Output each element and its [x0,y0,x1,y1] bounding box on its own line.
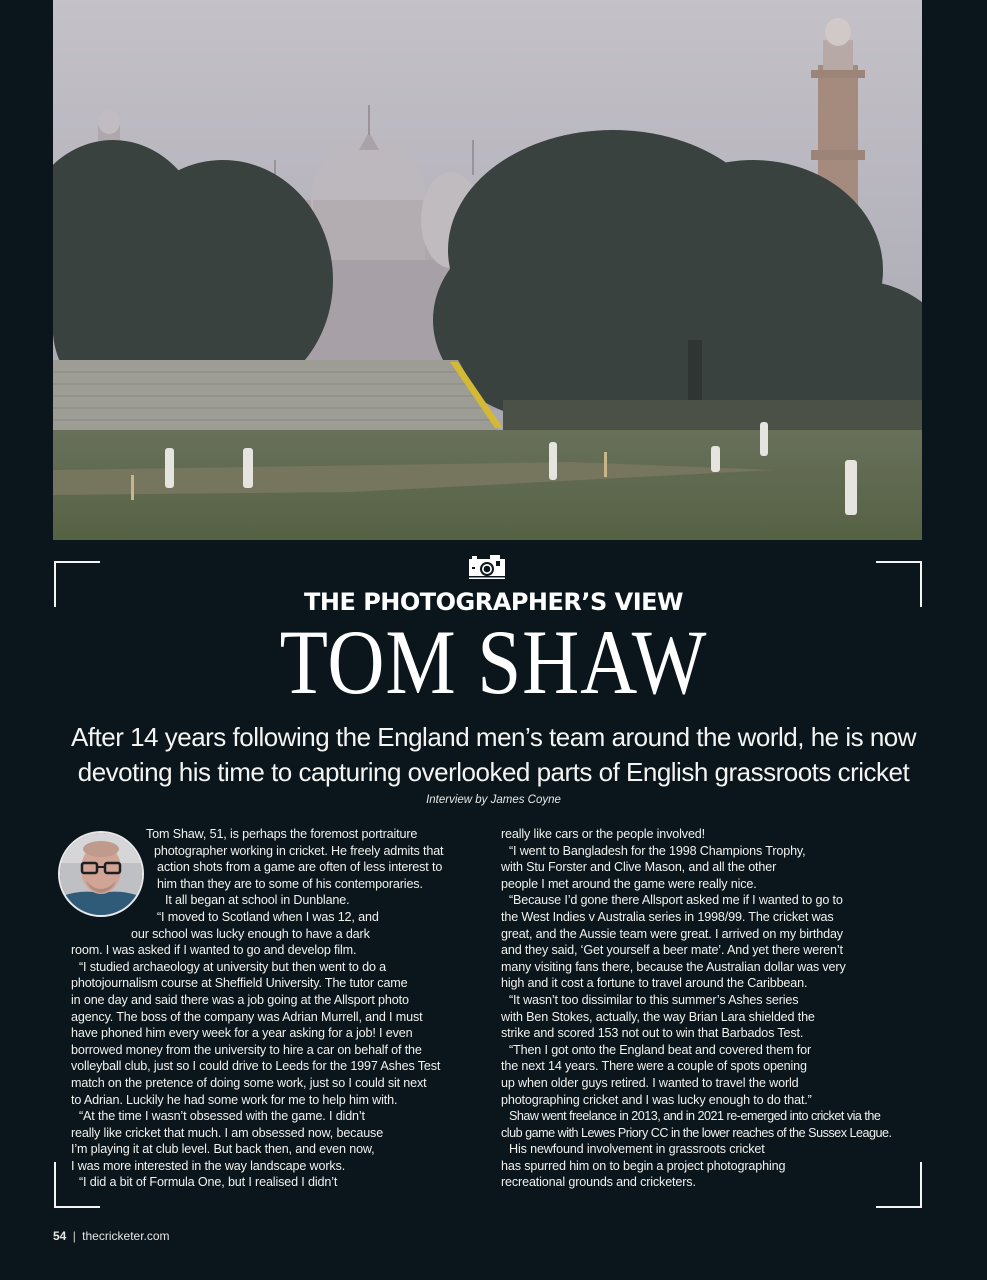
hero-photo [53,0,922,540]
standfirst [20,720,967,790]
body-line: Shaw went freelance in 2013, and in 2021 re-emerged into cricket via the [509,1109,881,1124]
body-line: volleyball club, just so I could drive to Leeds for the 1997 Ashes Test [71,1059,441,1074]
body-line: has spurred him on to begin a project photographing [501,1158,786,1173]
body-line: room. I was asked if I wanted to go and develop film. [71,943,357,958]
body-line: people I met around the game were really nice. [501,876,757,891]
body-line: “I did a bit of Formula One, but I realised I didn’t [79,1175,338,1190]
byline: Interview by James Coyne [426,794,561,806]
body-line: photographing cricket and I was lucky enough to do that.” [501,1092,812,1107]
body-line: in one day and said there was a job going at the Allsport photo [71,992,409,1007]
body-line: really like cricket that much. I am obsessed now, because [71,1125,384,1140]
body-line: and they said, ‘Get yourself a beer mate’. And yet there weren’t [501,943,843,958]
cricket-mosque-photo [53,0,922,540]
body-line: “It wasn’t too dissimilar to this summer’s Ashes series [509,992,799,1007]
body-line: the West Indies v Australia series in 1998/99. The cricket was [501,909,834,924]
standfirst-line: After 14 years following the England men’s team around the world, he is now [70,722,917,752]
body-line: recreational grounds and cricketers. [501,1175,696,1190]
body-line: “I moved to Scotland when I was 12, and [157,909,379,924]
body-column-right [501,826,941,1191]
body-line: Tom Shaw, 51, is perhaps the foremost portraiture [146,827,418,841]
body-line: have phoned him every week for a year asking for a job! I even [71,1026,413,1041]
body-line: great, and the Aussie team were great. I arrived on my birthday [501,926,843,941]
body-line: “Because I’d gone there Allsport asked me if I wanted to go to [509,893,843,908]
camera-icon [468,554,506,580]
body-line: agency. The boss of the company was Adrian Murrell, and I must [71,1009,423,1024]
section-kicker: THE PHOTOGRAPHER’S VIEW [304,588,683,616]
body-line: him than they are to some of his contemporaries. [157,876,423,891]
body-line: high and it cost a fortune to travel around the Caribbean. [501,976,808,991]
page-title: TOM SHAW [279,611,708,713]
body-line: to Adrian. Luckily he had some work for me to help him with. [71,1092,398,1107]
body-line: “At the time I wasn’t obsessed with the game. I didn’t [79,1109,365,1124]
body-line: It all began at school in Dunblane. [165,893,350,908]
site-link[interactable]: thecricketer.com [82,1229,170,1243]
body-line: action shots from a game are often of less interest to [157,860,443,875]
body-line: I’m playing it at club level. But back then, and even now, [71,1142,375,1157]
body-line: borrowed money from the university to hire a car on behalf of the [71,1042,422,1057]
page-number: 54 [53,1229,67,1243]
body-line: our school was lucky enough to have a dark [131,926,370,941]
footer-separator: | [72,1229,76,1243]
body-column-left [0,826,490,1191]
body-line: “Then I got onto the England beat and covered them for [509,1042,812,1057]
body-line: with Stu Forster and Clive Mason, and all the other [501,860,777,875]
body-line: “I went to Bangladesh for the 1998 Champions Trophy, [509,843,806,858]
body-line: really like cars or the people involved! [501,827,706,841]
body-line: photojournalism course at Sheffield University. The tutor came [71,976,408,991]
body-line: up when older guys retired. I wanted to travel the world [501,1075,799,1090]
body-line: “I studied archaeology at university but then went to do a [79,959,387,974]
body-line: His newfound involvement in grassroots cricket [509,1142,765,1157]
body-line: many visiting fans there, because the Australian dollar was very [501,959,846,974]
body-line: match on the pretence of doing some work, just so I could sit next [71,1075,427,1090]
standfirst-line: devoting his time to capturing overlooked parts of English grassroots cricket [77,757,910,787]
body-line: I was more interested in the way landscape works. [71,1158,346,1173]
body-line: club game with Lewes Priory CC in the lower reaches of the Sussex League. [501,1125,892,1140]
body-line: strike and scored 153 not out to win that Barbados Test. [501,1026,804,1041]
body-line: the next 14 years. There were a couple of spots opening [501,1059,807,1074]
body-line: with Ben Stokes, actually, the way Brian Lara shielded the [501,1009,815,1024]
page-footer [53,1229,170,1243]
body-line: photographer working in cricket. He freely admits that [154,843,444,858]
